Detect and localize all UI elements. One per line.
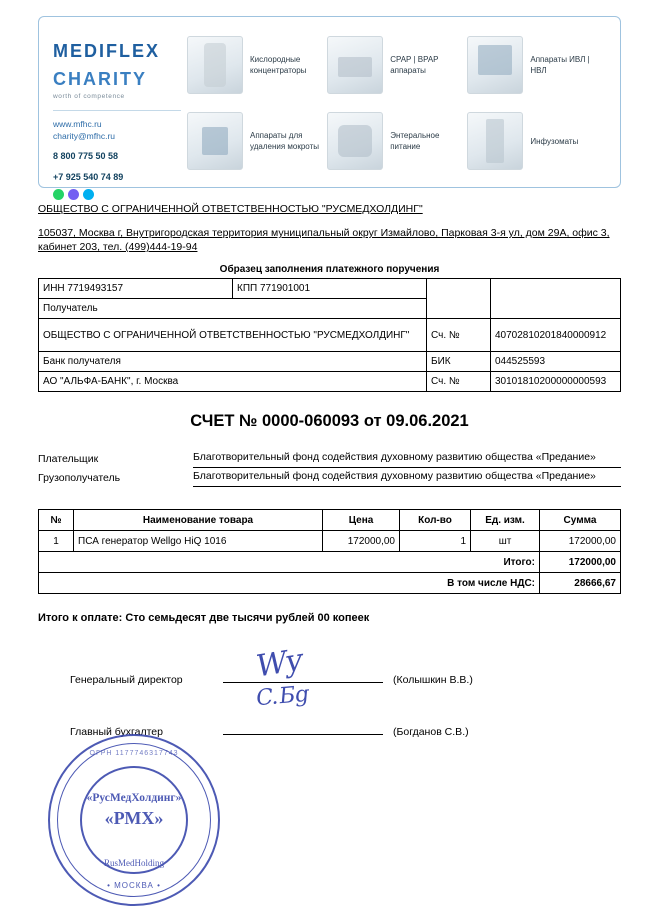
product-infusion-pump (467, 112, 607, 170)
product-suction (187, 112, 327, 170)
inn-value: 7719493157 (67, 283, 124, 294)
total-label: Итого: (39, 552, 540, 573)
banner-social-row (53, 189, 181, 200)
stamp-abbreviation: «РМХ» (104, 808, 164, 828)
row-name: ПСА генератор Wellgo HiQ 1016 (74, 531, 323, 552)
inn-label: ИНН (43, 283, 65, 294)
suction-device-image (187, 112, 243, 170)
signature-mark-accountant: C.Бg (254, 681, 311, 712)
column-header-price: Цена (323, 510, 400, 531)
whatsapp-icon[interactable] (53, 189, 64, 200)
product-label: Аппараты ИВЛ | НВЛ (530, 55, 590, 75)
banner-contact-block (53, 27, 181, 182)
parties-table (38, 449, 621, 487)
total-in-words: Итого к оплате: Сто семьдесят две тысячи рублей 00 копеек (38, 612, 370, 624)
corr-account-label: Сч. № (427, 372, 491, 392)
kpp-value: 771901001 (259, 283, 311, 294)
ventilator-image (467, 36, 523, 94)
banner-products-row-2 (187, 105, 608, 177)
banner-divider (53, 110, 181, 111)
product-label: Кислородные концентраторы (250, 55, 307, 75)
brand-name-line2: CHARITY (53, 69, 147, 89)
product-label: Аппараты для удаления мокроты (250, 131, 319, 151)
signature-title: Генеральный директор (70, 674, 183, 686)
row-sum: 172000,00 (540, 531, 621, 552)
column-header-unit: Ед. изм. (471, 510, 540, 531)
column-header-num: № (39, 510, 74, 531)
table-row (39, 531, 621, 552)
row-num: 1 (39, 531, 74, 552)
table-row (39, 319, 621, 352)
banner-website[interactable]: www.mfhc.ru (53, 119, 102, 129)
product-cpap-bpap (327, 36, 467, 94)
product-ventilator (467, 36, 607, 94)
vat-value: 28666,67 (540, 573, 621, 594)
column-header-sum: Сумма (540, 510, 621, 531)
mediflex-charity-banner (38, 16, 621, 188)
signature-mark-director: Wy (255, 641, 304, 686)
row-price: 172000,00 (323, 531, 400, 552)
table-row (39, 279, 621, 299)
receiver-label-cell: Получатель (39, 299, 427, 319)
company-name: ОБЩЕСТВО С ОГРАНИЧЕННОЙ ОТВЕТСТВЕННОСТЬЮ "РУСМЕДХОЛДИНГ" (38, 203, 423, 215)
page-title: СЧЕТ № 0000-060093 от 09.06.2021 (190, 412, 469, 430)
corr-account-value: 30101810200000000593 (491, 372, 621, 392)
bank-label: Банк получателя (39, 352, 427, 372)
infusion-pump-image (467, 112, 523, 170)
enteral-feeding-pump-image (327, 112, 383, 170)
requisites-table (38, 278, 621, 392)
bank-name: АО "АЛЬФА-БАНК", г. Москва (39, 372, 427, 392)
stamp-bottom-text: • МОСКВА • (107, 881, 161, 890)
signature-name: (Колышкин В.В.) (393, 674, 473, 686)
banner-phone-2: +7 925 540 74 89 (53, 172, 124, 182)
table-vat-row (39, 573, 621, 594)
banner-products-row-1 (187, 29, 608, 101)
consignee-label: Грузополучатель (38, 471, 121, 484)
table-row (39, 372, 621, 392)
table-total-row (39, 552, 621, 573)
goods-table (38, 509, 621, 594)
product-oxygen-concentrator (187, 36, 327, 94)
product-label: Энтеральное питание (390, 131, 440, 151)
banner-products (181, 27, 608, 179)
vat-label: В том числе НДС: (39, 573, 540, 594)
skype-icon[interactable] (83, 189, 94, 200)
payer-label: Плательщик (38, 452, 99, 465)
receiver-name-cell: ОБЩЕСТВО С ОГРАНИЧЕННОЙ ОТВЕТСТВЕННОСТЬЮ "РУСМЕДХОЛДИНГ" (39, 319, 427, 352)
column-header-qty: Кол-во (400, 510, 471, 531)
signature-row-director (38, 652, 621, 686)
column-header-name: Наименование товара (74, 510, 323, 531)
signature-line (223, 681, 383, 683)
product-enteral-feeding (327, 112, 467, 170)
signatures-block (38, 641, 621, 738)
table-row (38, 449, 621, 468)
table-row (39, 352, 621, 372)
banner-phone-1: 8 800 775 50 58 (53, 151, 119, 161)
signature-line (223, 733, 383, 735)
total-value: 172000,00 (540, 552, 621, 573)
stamp-center (50, 792, 218, 829)
table-header-row (39, 510, 621, 531)
signature-title: Главный бухгалтер (70, 726, 163, 738)
brand-name-line1: MEDIFLEX (53, 41, 161, 61)
kpp-cell (233, 279, 427, 299)
signature-row-accountant (38, 704, 621, 738)
requisites-title: Образец заполнения платежного поручения (219, 264, 440, 275)
account-value-cell (491, 279, 621, 319)
bik-label: БИК (427, 352, 491, 372)
bik-value: 044525593 (491, 352, 621, 372)
stamp-company-name: «РусМедХолдинг» (86, 792, 182, 804)
signature-name: (Богданов С.В.) (393, 726, 469, 738)
row-unit: шт (471, 531, 540, 552)
product-label: Инфузоматы (530, 136, 579, 146)
table-row (38, 468, 621, 487)
stamp-latin-name: RusMedHolding (103, 858, 164, 868)
inn-cell (39, 279, 233, 299)
company-address: 105037, Москва г, Внутригородская территория муниципальный округ Измайлово, Парковая 3-я ул, дом 29А, офис 3, кабинет 203, тел. (499)444-19-94 (38, 227, 610, 253)
stamp-top-text: ОГРН 1177746317743 (89, 750, 179, 757)
cpap-device-image (327, 36, 383, 94)
row-qty: 1 (400, 531, 471, 552)
invoice-page (0, 16, 659, 888)
consignee-value: Благотворительный фонд содействия духовному развитию общества «Предание» (193, 468, 621, 487)
payer-value: Благотворительный фонд содействия духовному развитию общества «Предание» (193, 449, 621, 468)
kpp-label: КПП (237, 283, 258, 294)
account-label: Сч. № (427, 319, 491, 352)
product-label: CPAP | BPAP аппараты (390, 55, 439, 75)
brand-tagline: worth of competence (53, 93, 125, 100)
oxygen-concentrator-image (187, 36, 243, 94)
account-number: 40702810201840000912 (491, 319, 621, 352)
account-label-cell (427, 279, 491, 319)
banner-email[interactable]: charity@mfhc.ru (53, 131, 116, 141)
company-stamp (48, 734, 220, 906)
viber-icon[interactable] (68, 189, 79, 200)
